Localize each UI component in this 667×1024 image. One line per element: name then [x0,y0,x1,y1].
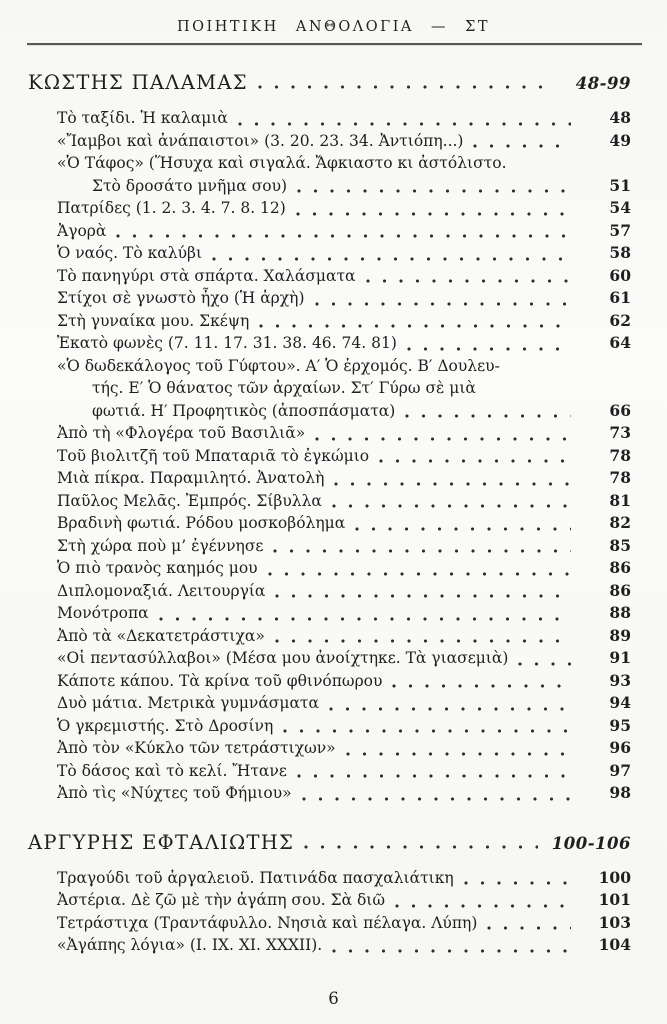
entry-title: Μιὰ πίκρα. Παραμιλητό. Ἀνατολὴ [57,469,325,487]
toc-entry-line [57,197,631,220]
dot-leader [275,594,571,598]
toc-entry-line [57,737,631,760]
toc-entry-line [57,107,631,130]
entry-page: 93 [609,670,631,690]
entry-page: 82 [609,513,631,532]
toc-section [28,71,631,805]
toc-entry-line [57,715,631,738]
toc-entry-line [57,377,631,400]
running-header: ΠΟΙΗΤΙΚΗ ΑΝΘΟΛΟΓΙΑ — ΣΤ [176,19,491,35]
dot-leader [332,504,571,508]
entry-page: 103 [598,912,631,932]
entry-title: Δυὸ μάτια. Μετρικὰ γυμνάσματα [57,694,319,712]
entry-page: 58 [609,243,631,262]
entry-title: Στὴ γυναίκα μου. Σκέψη [57,311,250,330]
dot-leader [296,212,571,216]
toc-entry-line [57,934,631,957]
entry-title: «Ἴαμβοι καὶ ἀνάπαιστοι» (3. 20. 23. 34. Ἀντιόπη...) [57,131,464,150]
toc-entry-line [57,912,631,935]
dot-leader [346,752,571,756]
toc-entry-line [57,242,631,265]
dot-leader [392,684,571,688]
dot-leader [487,926,571,930]
dot-leader [473,144,571,148]
dot-leader [518,662,571,666]
entry-page: 78 [609,468,631,487]
toc [0,45,667,957]
toc-entry-line [57,287,631,310]
toc-entry-line [57,692,631,715]
entry-page: 62 [609,310,631,330]
header-rule [27,43,642,45]
toc-entry-line [57,760,631,783]
dot-leader [297,774,571,778]
dot-leader [258,85,553,89]
entry-title: Στὸ δροσάτο μνῆμα σου) [92,176,288,195]
entry-page: 95 [609,715,631,735]
entry-title: Πατρίδες (1. 2. 3. 4. 7. 8. 12) [57,199,286,217]
entry-title: Τραγούδι τοῦ ἀργαλειοῦ. Πατινάδα πασχαλιάτικη [57,868,454,887]
toc-entry-line [57,889,631,912]
section-page-range: 100-106 [551,833,631,853]
dot-leader [405,414,571,418]
entry-title: Τὸ πανηγύρι στὰ σπάρτα. Χαλάσματα [57,266,356,285]
entry-title: «Ὁ δωδεκάλογος τοῦ Γύφτου». Α′ Ὁ ἐρχομός. Β′ Δουλευ- [57,356,500,375]
entry-page: 86 [609,558,631,577]
entry-title: «Ἀγάπης λόγια» (I. IX. XI. XXXII). [57,936,323,954]
dot-leader [283,729,571,733]
entry-page: 60 [609,265,631,285]
toc-entry-line [57,647,631,670]
entry-title: Στὴ χώρα ποὺ μ’ ἐγέννησε [57,536,264,555]
section-heading [28,831,631,854]
toc-entry-line [57,467,631,490]
toc-entry-line [57,535,631,558]
entry-title: Μονότροπα [57,604,149,622]
page-number: 6 [328,989,339,1008]
dot-leader [302,797,571,801]
entry-title: Ἀστέρια. Δὲ ζῶ μὲ τὴν ἀγάπη σου. Σὰ διῶ [57,891,386,909]
dot-leader [315,437,571,441]
dot-leader [366,279,571,283]
dot-leader [275,639,571,643]
entry-title: Ἑκατὸ φωνὲς (7. 11. 17. 31. 38. 46. 74. 81) [57,334,397,352]
entry-page: 104 [598,935,631,954]
dot-leader [355,527,571,531]
section-author: ΚΩΣΤΗΣ ΠΑΛΑΜΑΣ [28,71,248,94]
entry-title: Ἀπὸ τὰ «Δεκατετράστιχα» [57,626,265,645]
dot-leader [464,881,571,885]
entry-title: Παῦλος Μελᾶς. Ἐμπρός. Σίβυλλα [57,491,322,510]
toc-entry-line [57,490,631,513]
dot-leader [315,302,571,306]
entry-page: 98 [609,783,631,802]
entry-page: 88 [609,603,631,622]
entry-page: 73 [609,423,631,442]
section-entries [57,107,631,805]
dot-leader [395,904,571,908]
toc-entry-line [57,400,631,423]
entry-page: 86 [609,580,631,600]
entry-title: Ὁ γκρεμιστής. Στὸ Δροσίνη [57,716,274,735]
dot-leader [304,845,538,849]
entry-title: Τετράστιχα (Τραντάφυλλο. Νησιὰ καὶ πέλαγα. Λύπη) [57,913,478,932]
entry-page: 89 [609,625,631,645]
toc-entry-line [57,130,631,153]
dot-leader [212,257,571,261]
dot-leader [329,707,571,711]
toc-entry-line [57,310,631,333]
entry-page: 97 [609,760,631,780]
entry-title: Ἀπὸ τὶς «Νύχτες τοῦ Φήμιου» [57,784,292,802]
toc-entry-line [57,625,631,648]
entry-page: 96 [609,738,631,757]
entry-page: 100 [598,867,631,887]
entry-page: 57 [609,220,631,240]
entry-title: τής. Ε′ Ὁ θάνατος τῶν ἀρχαίων. Στ′ Γύρω σὲ μιὰ [92,379,476,397]
entry-page: 94 [609,693,631,712]
entry-title: «Ὁ Τάφος» (Ἥσυχα καὶ σιγαλά. Ἄφκιαστο κι ἀστόλιστο. [57,154,507,172]
entry-page: 48 [609,108,631,127]
dot-leader [273,549,571,553]
entry-title: Στίχοι σὲ γνωστὸ ἦχο (Ἡ ἀρχὴ) [57,289,305,307]
toc-entry-line [57,220,631,243]
toc-entry-line [57,557,631,580]
entry-page: 49 [609,130,631,150]
toc-entry-line [57,332,631,355]
toc-entry-line [57,670,631,693]
entry-page: 64 [609,333,631,352]
toc-entry-line [57,265,631,288]
entry-title: Τὸ ταξίδι. Ἡ καλαμιὰ [57,109,228,127]
entry-title: Ἀπὸ τὸν «Κύκλο τῶν τετράστιχων» [57,739,336,757]
entry-title: Ὁ ναός. Τὸ καλύβι [57,244,203,262]
section-author: ΑΡΓΥΡΗΣ ΕΦΤΑΛΙΩΤΗΣ [28,830,295,854]
toc-entry-line [57,422,631,445]
toc-entry-line [57,602,631,625]
entry-title: Ἀπὸ τὴ «Φλογέρα τοῦ Βασιλιᾶ» [57,424,306,442]
entry-page: 61 [609,288,631,307]
toc-entry-line [57,782,631,805]
entry-title: Τὸ δάσος καὶ τὸ κελί. Ἤτανε [57,761,287,780]
toc-entry-line [57,175,631,198]
dot-leader [268,572,571,576]
dot-leader [297,189,571,193]
dot-leader [407,347,571,351]
toc-section [28,831,631,957]
section-entries [57,867,631,957]
toc-entry-line [57,445,631,468]
dot-leader [259,324,571,328]
entry-title: Τοῦ βιολιτζῆ τοῦ Μπαταριᾶ τὸ ἐγκώμιο [57,446,370,465]
section-heading [28,71,631,94]
entry-page: 81 [609,490,631,510]
entry-title: Βραδινὴ φωτιά. Ρόδου μοσκοβόλημα [57,514,346,532]
dot-leader [238,122,571,126]
dot-leader [334,482,571,486]
toc-entry-line [57,152,631,175]
entry-page: 54 [609,198,631,217]
entry-title: Κάποτε κάπου. Τὰ κρίνα τοῦ φθινόπωρου [57,671,383,690]
entry-title: φωτιά. Η′ Προφητικὸς (ἀποσπάσματα) [92,401,396,420]
toc-entry-line [57,580,631,603]
dot-leader [159,617,571,621]
dot-leader [332,949,571,953]
toc-entry-line [57,512,631,535]
entry-page: 91 [609,648,631,667]
toc-entry-line [57,867,631,890]
entry-title: «Οἱ πεντασύλλαβοι» (Μέσα μου ἀνοίχτηκε. Τὰ γιασεμιὰ) [57,649,509,667]
dot-leader [116,234,571,238]
entry-page: 51 [609,175,631,195]
toc-entry-line [57,355,631,378]
entry-page: 101 [598,890,631,909]
entry-title: Διπλομοναξιά. Λειτουργία [57,581,266,600]
entry-title: Ὁ πιὸ τρανὸς καημός μου [57,559,258,577]
entry-page: 66 [609,400,631,420]
entry-page: 78 [609,445,631,465]
entry-title: Ἀγορὰ [57,221,107,240]
dot-leader [379,459,571,463]
section-page-range: 48-99 [575,74,631,93]
entry-page: 85 [609,535,631,555]
